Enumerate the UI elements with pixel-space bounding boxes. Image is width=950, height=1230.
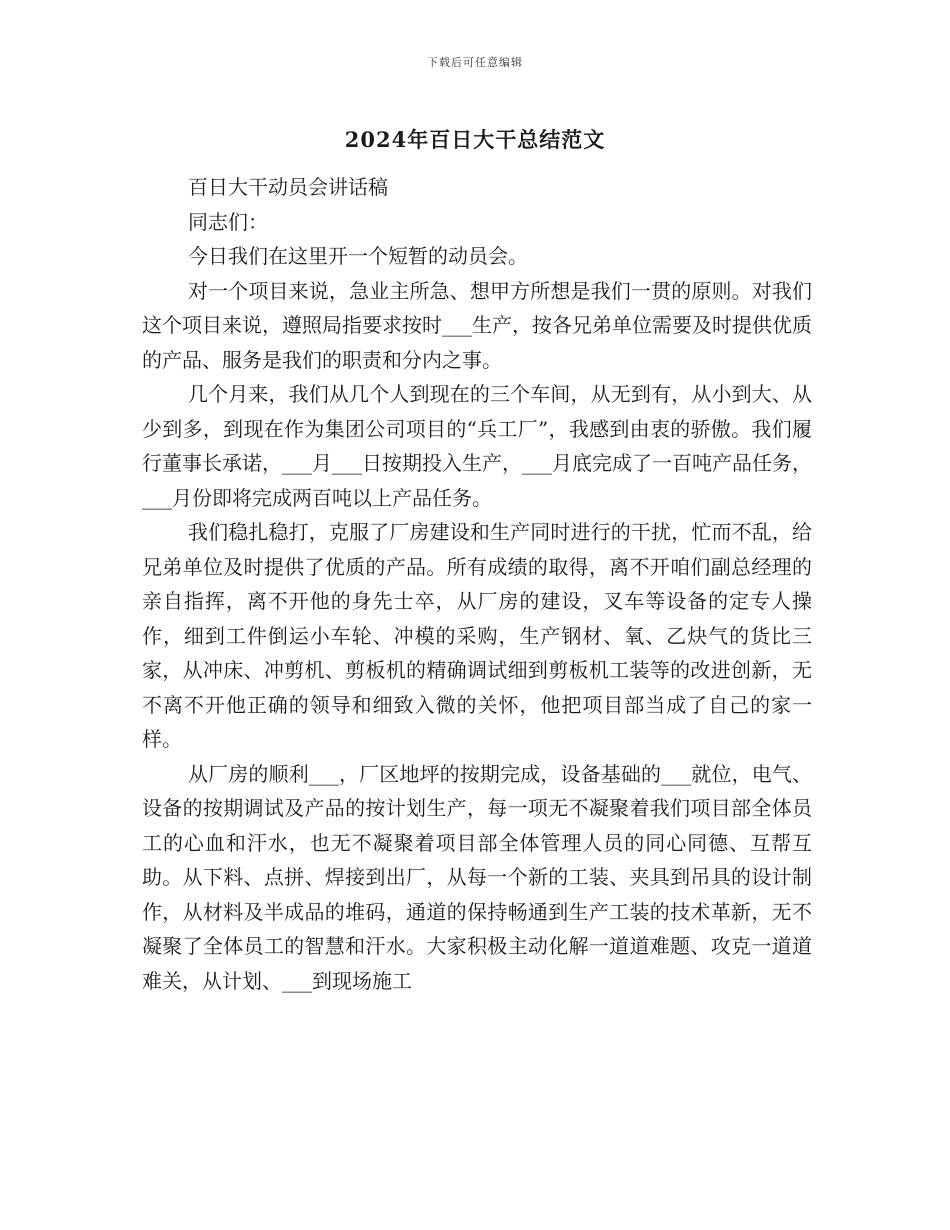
salutation: 同志们： xyxy=(188,209,268,234)
speech-heading: 百日大干动员会讲话稿 xyxy=(188,175,388,199)
document-title: 2024年百日大干总结范文 xyxy=(344,127,606,152)
paragraph: 从厂房的顺利___，厂区地坪的按期完成，设备基础的___就位，电气、设备的按期调试及产品的按计划生产，每一项无不凝聚着我们项目部全体员工的心血和汗水，也无不凝聚着项目部全体管理人员的同心同德、互帮互助。从下料、点拼、焊接到出厂，从每一个新的工装、夹具到吊具的设计制作，从材料及半成品的堆码，通道的保持畅通到生产工装的技术革新，无不凝聚了全体员工的智慧和汗水。大家积极主动化解一道道难题、攻克一道道难关，从计划、___到现场施工 xyxy=(142,761,812,993)
header-note: 下载后可任意编辑 xyxy=(427,56,523,69)
paragraph: 几个月来，我们从几个人到现在的三个车间，从无到有，从小到大、从少到多，到现在作为集团公司项目的“兵工厂”，我感到由衷的骄傲。我们履行董事长承诺，___月___日按期投入生产，___月底完成了一百吨产品任务，___月份即将完成两百吨以上产品任务。 xyxy=(142,382,812,510)
paragraph: 我们稳扎稳打，克服了厂房建设和生产同时进行的干扰，忙而不乱，给兄弟单位及时提供了优质的产品。所有成绩的取得，离不开咱们副总经理的亲自指挥，离不开他的身先士卒，从厂房的建设，叉车等设备的定专人操作，细到工件倒运小车轮、冲模的采购，生产钢材、氧、乙炔气的货比三家，从冲床、冲剪机、剪板机的精确调试细到剪板机工装等的改进创新，无不离不开他正确的领导和细致入微的关怀，他把项目部当成了自己的家一样。 xyxy=(142,520,812,751)
paragraph: 对一个项目来说，急业主所急、想甲方所想是我们一贯的原则。对我们这个项目来说，遵照局指要求按时___生产，按各兄弟单位需要及时提供优质的产品、服务是我们的职责和分内之事。 xyxy=(142,278,812,372)
paragraph: 今日我们在这里开一个短暂的动员会。 xyxy=(188,244,528,268)
document-body xyxy=(142,170,812,998)
